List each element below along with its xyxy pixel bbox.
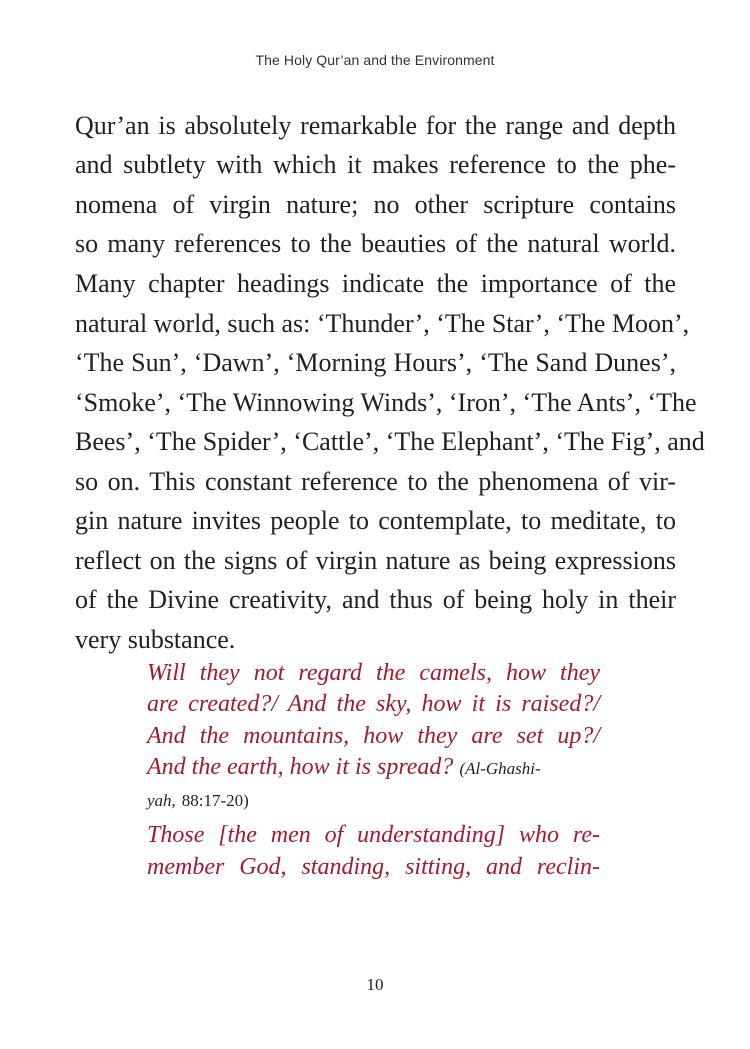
paragraph-line: natural world, such as: ‘Thunder’, ‘The Star’, ‘The Moon’, [75,309,690,338]
citation-reference: 88:17-20) [181,791,249,810]
paragraph-line: and subtlety with which it makes reference to the phe- [75,150,676,179]
quote-line: are created?/ And the sky, how it is raised?/ [147,691,600,717]
paragraph-line: reflect on the signs of virgin nature as being expressions [75,546,676,575]
paragraph-line: so many references to the beauties of the natural world. [75,229,676,258]
quote-line: Those [the men of understanding] who re- [147,822,600,848]
quote-line: And the mountains, how they are set up?/ [147,723,600,749]
citation-source: (Al-Ghashi- [459,759,541,778]
paragraph-line: very substance. [75,625,236,654]
page-number: 10 [366,975,384,994]
paragraph-line: Qur’an is absolutely remarkable for the range and depth [75,111,676,140]
paragraph-line: ‘The Sun’, ‘Dawn’, ‘Morning Hours’, ‘The Sand Dunes’, [75,348,676,377]
citation-line [147,787,249,811]
paragraph-line: ‘Smoke’, ‘The Winnowing Winds’, ‘Iron’, ‘The Ants’, ‘The [75,388,697,417]
citation-source-cont: yah, [147,791,176,810]
paragraph-line: nomena of virgin nature; no other scripture contains [75,190,676,219]
quote-line-with-citation [147,755,541,779]
paragraph-line: Many chapter headings indicate the importance of the [75,269,676,298]
quote-line: member God, standing, sitting, and reclin- [147,854,600,880]
paragraph-line: of the Divine creativity, and thus of being holy in their [75,585,676,614]
running-header: The Holy Qur’an and the Environment [255,52,495,68]
paragraph-line: gin nature invites people to contemplate, to meditate, to [75,506,676,535]
quote-line: And the earth, how it is spread? [147,754,454,780]
quote-line: Will they not regard the camels, how they [147,660,600,686]
paragraph-line: Bees’, ‘The Spider’, ‘Cattle’, ‘The Elephant’, ‘The Fig’, and [75,427,705,456]
paragraph-line: so on. This constant reference to the phenomena of vir- [75,467,676,496]
